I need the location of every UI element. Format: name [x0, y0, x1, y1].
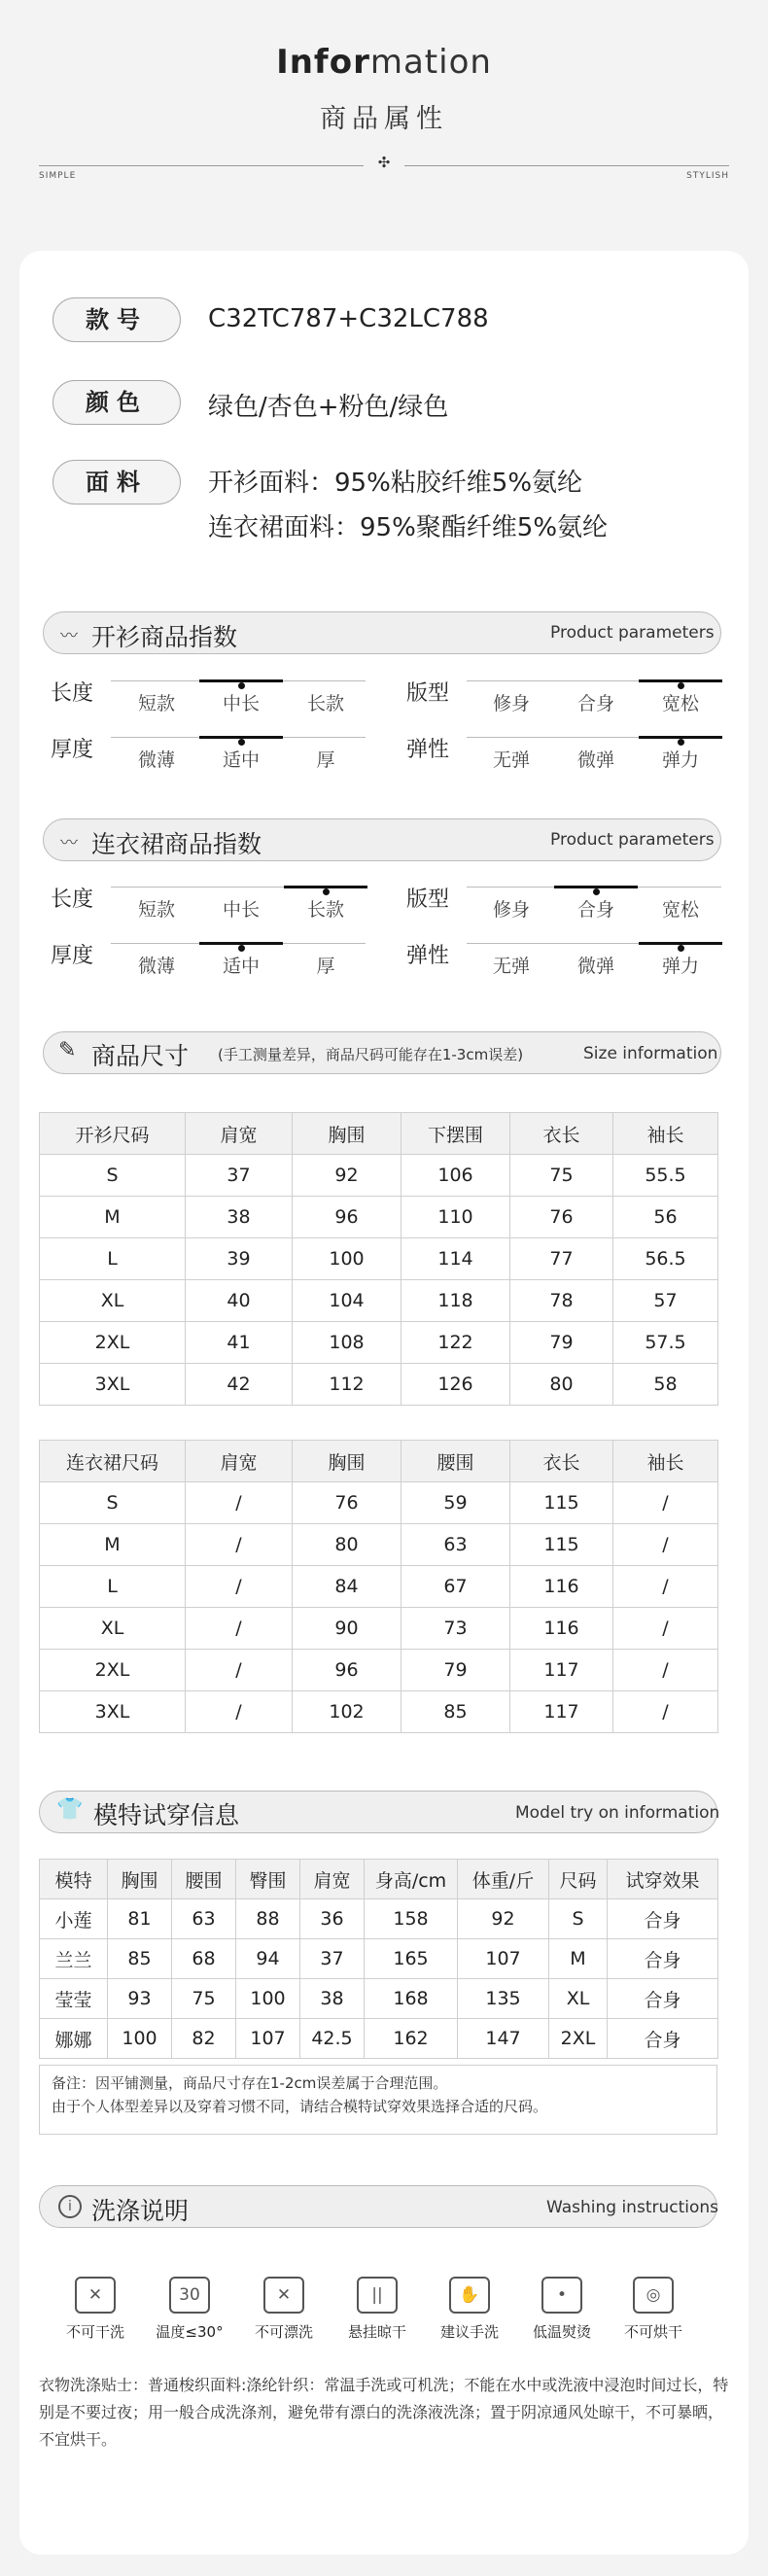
table-cell: 58	[613, 1364, 718, 1406]
care-tip: 衣物洗涤贴士：普通梭织面料:涤纶针织：常温手洗或可机洗；不能在水中或洗液中浸泡时间过长，特别是不要过夜；用一般合成洗涤剂，避免带有漂白的洗涤液洗涤；置于阴凉通风处晾干，不可暴晒，不宜烘干。	[39, 2376, 729, 2449]
no-tumble-dry-icon: ◎	[633, 2277, 674, 2314]
table-cell: 2XL	[549, 2019, 608, 2059]
table-cell: S	[40, 1482, 186, 1524]
index-selected-dot	[238, 945, 245, 952]
table-header-cell: 衣长	[510, 1113, 613, 1155]
index-selected-dot	[323, 888, 330, 895]
table-header-cell: 肩宽	[300, 1860, 365, 1899]
table-cell: 2XL	[40, 1322, 186, 1364]
table-cell: 42	[186, 1364, 293, 1406]
index-option: 中长	[222, 899, 260, 921]
table-header-cell: 尺码	[549, 1860, 608, 1899]
table-cell: 39	[186, 1238, 293, 1280]
table-cell: /	[613, 1524, 718, 1566]
table-cell: 100	[236, 1979, 300, 2019]
table-row	[40, 1650, 718, 1691]
size-table-dress	[39, 1440, 718, 1733]
index-selected-dot	[678, 945, 684, 952]
index-option: 无弹	[492, 749, 530, 771]
table-header-cell: 袖长	[613, 1441, 718, 1482]
table-cell: 兰兰	[40, 1939, 108, 1979]
table-cell: /	[186, 1608, 293, 1650]
table-row	[40, 1197, 718, 1238]
attr-value-fabric-cardigan: 开衫面料：95%粘胶纤维5%氨纶	[208, 469, 583, 498]
table-cell: 110	[401, 1197, 510, 1238]
index-option: 微弹	[576, 956, 614, 977]
table-cell: 合身	[608, 1979, 718, 2019]
table-cell: 81	[108, 1899, 172, 1939]
hand-wash-icon: ✋	[449, 2277, 490, 2314]
no-bleach-icon: ✕	[263, 2277, 304, 2314]
table-row	[40, 1691, 718, 1733]
table-cell: 107	[236, 2019, 300, 2059]
table-header-cell: 腰围	[401, 1441, 510, 1482]
table-cell: 75	[510, 1155, 613, 1197]
table-cell: 小莲	[40, 1899, 108, 1939]
section-title-cardigan-index: 开衫商品指数	[91, 623, 238, 651]
table-cell: 合身	[608, 1939, 718, 1979]
index-label: 长度	[51, 888, 94, 912]
table-row	[40, 1939, 718, 1979]
ruler-icon: ✎	[58, 1038, 77, 1062]
table-cell: 37	[300, 1939, 365, 1979]
table-cell: 122	[401, 1322, 510, 1364]
table-cell: 56.5	[613, 1238, 718, 1280]
shirt-icon: 👕	[56, 1797, 84, 1822]
table-cell: /	[613, 1482, 718, 1524]
index-selected-dot	[238, 682, 245, 689]
model-table	[39, 1859, 718, 2059]
model-notes	[39, 2065, 717, 2135]
index-option: 宽松	[661, 899, 699, 921]
table-cell: 76	[293, 1482, 401, 1524]
section-title-wash: 洗涤说明	[91, 2197, 190, 2225]
table-row	[40, 1608, 718, 1650]
trend-icon: 〰	[60, 626, 78, 646]
section-title-size: 商品尺寸	[91, 1042, 190, 1070]
table-cell: 79	[401, 1650, 510, 1691]
table-header-cell: 袖长	[613, 1113, 718, 1155]
index-selected-dot	[678, 682, 684, 689]
index-option: 微薄	[137, 956, 175, 977]
index-option: 弹力	[661, 749, 699, 771]
table-cell: 158	[365, 1899, 458, 1939]
table-header-cell: 肩宽	[186, 1113, 293, 1155]
size-table-cardigan	[39, 1112, 718, 1406]
table-row	[40, 1280, 718, 1322]
table-cell: 126	[401, 1364, 510, 1406]
index-option: 合身	[576, 899, 614, 921]
header-title-en: Information	[276, 43, 492, 82]
table-cell: 63	[172, 1899, 236, 1939]
table-header-cell: 臀围	[236, 1860, 300, 1899]
table-cell: /	[186, 1691, 293, 1733]
table-cell: 96	[293, 1197, 401, 1238]
table-cell: 116	[510, 1566, 613, 1608]
table-cell: M	[40, 1197, 186, 1238]
table-header-cell: 开衫尺码	[40, 1113, 186, 1155]
table-row	[40, 1238, 718, 1280]
table-header-cell: 连衣裙尺码	[40, 1441, 186, 1482]
table-cell: XL	[40, 1608, 186, 1650]
table-header-row	[40, 1441, 718, 1482]
table-cell: 168	[365, 1979, 458, 2019]
table-cell: 92	[458, 1899, 549, 1939]
table-cell: 102	[293, 1691, 401, 1733]
model-note-line-1: 备注：因平铺测量，商品尺寸存在1-2cm误差属于合理范围。	[52, 2074, 448, 2092]
low-iron-icon: •	[541, 2277, 582, 2314]
header-tag-stylish: STYLISH	[686, 171, 729, 181]
table-cell: 88	[236, 1899, 300, 1939]
table-cell: 90	[293, 1608, 401, 1650]
table-header-row	[40, 1113, 718, 1155]
table-cell: 107	[458, 1939, 549, 1979]
table-row	[40, 1482, 718, 1524]
index-option: 宽松	[661, 693, 699, 714]
table-header-cell: 肩宽	[186, 1441, 293, 1482]
header-tag-simple: SIMPLE	[39, 171, 77, 181]
table-row	[40, 1899, 718, 1939]
index-option: 弹力	[661, 956, 699, 977]
table-cell: 75	[172, 1979, 236, 2019]
index-label: 弹性	[406, 738, 450, 762]
table-cell: 67	[401, 1566, 510, 1608]
table-cell: 165	[365, 1939, 458, 1979]
table-cell: 77	[510, 1238, 613, 1280]
table-cell: 147	[458, 2019, 549, 2059]
table-cell: 37	[186, 1155, 293, 1197]
table-cell: /	[186, 1524, 293, 1566]
attr-value-color: 绿色/杏色+粉色/绿色	[208, 393, 449, 422]
table-cell: 117	[510, 1691, 613, 1733]
index-label: 厚度	[51, 738, 94, 762]
table-cell: 3XL	[40, 1364, 186, 1406]
table-cell: 79	[510, 1322, 613, 1364]
table-cell: 85	[108, 1939, 172, 1979]
index-label: 版型	[406, 681, 450, 706]
table-cell: 100	[293, 1238, 401, 1280]
table-header-cell: 胸围	[293, 1441, 401, 1482]
table-cell: 162	[365, 2019, 458, 2059]
table-cell: /	[613, 1650, 718, 1691]
index-option: 短款	[137, 899, 175, 921]
index-label: 弹性	[406, 944, 450, 968]
table-cell: 85	[401, 1691, 510, 1733]
table-cell: 84	[293, 1566, 401, 1608]
index-option: 修身	[492, 899, 530, 921]
table-cell: XL	[549, 1979, 608, 2019]
table-cell: 40	[186, 1280, 293, 1322]
table-cell: 115	[510, 1482, 613, 1524]
header-title-cn: 商品属性	[320, 104, 448, 134]
table-header-cell: 模特	[40, 1860, 108, 1899]
hang-dry-icon: ||	[357, 2277, 398, 2314]
table-header-cell: 胸围	[293, 1113, 401, 1155]
index-label: 厚度	[51, 944, 94, 968]
section-title-en-model: Model try on information	[515, 1803, 720, 1823]
table-row	[40, 1524, 718, 1566]
table-cell: 38	[186, 1197, 293, 1238]
index-option: 长款	[306, 899, 344, 921]
index-option: 微薄	[137, 749, 175, 771]
table-cell: 59	[401, 1482, 510, 1524]
index-selected-dot	[593, 888, 600, 895]
header-cross-icon: ✣	[377, 154, 391, 171]
table-cell: 114	[401, 1238, 510, 1280]
table-cell: 38	[300, 1979, 365, 2019]
table-cell: 57.5	[613, 1322, 718, 1364]
table-row	[40, 2019, 718, 2059]
wash-label: 悬挂晾干	[347, 2323, 406, 2341]
table-cell: 100	[108, 2019, 172, 2059]
table-cell: 96	[293, 1650, 401, 1691]
section-title-en-wash: Washing instructions	[546, 2198, 719, 2217]
table-header-cell: 体重/斤	[458, 1860, 549, 1899]
index-option: 修身	[492, 693, 530, 714]
table-cell: 117	[510, 1650, 613, 1691]
section-title-en-size: Size information	[583, 1044, 718, 1063]
table-cell: 104	[293, 1280, 401, 1322]
table-cell: L	[40, 1238, 186, 1280]
index-option: 合身	[576, 693, 614, 714]
table-cell: 56	[613, 1197, 718, 1238]
table-cell: S	[549, 1899, 608, 1939]
table-cell: 36	[300, 1899, 365, 1939]
table-cell: 42.5	[300, 2019, 365, 2059]
index-label: 长度	[51, 681, 94, 706]
table-row	[40, 1566, 718, 1608]
wash-30-icon: 30	[169, 2277, 210, 2314]
section-title-model: 模特试穿信息	[93, 1801, 240, 1829]
wash-label: 低温熨烫	[532, 2323, 591, 2341]
table-cell: 80	[293, 1524, 401, 1566]
table-cell: 116	[510, 1608, 613, 1650]
table-row	[40, 1322, 718, 1364]
table-cell: 82	[172, 2019, 236, 2059]
index-selected-dot	[678, 739, 684, 746]
index-option: 中长	[222, 693, 260, 714]
table-cell: /	[186, 1650, 293, 1691]
table-row	[40, 1979, 718, 2019]
table-cell: /	[186, 1482, 293, 1524]
attr-label-color: 颜色	[52, 380, 181, 425]
index-label: 版型	[406, 888, 450, 912]
wash-label: 温度≤30°	[156, 2323, 224, 2341]
table-cell: 118	[401, 1280, 510, 1322]
table-cell: L	[40, 1566, 186, 1608]
table-cell: 68	[172, 1939, 236, 1979]
table-cell: 2XL	[40, 1650, 186, 1691]
section-subtitle-size: (手工测量差异，商品尺码可能存在1-3cm误差)	[218, 1046, 524, 1063]
table-cell: 57	[613, 1280, 718, 1322]
wash-label: 建议手洗	[439, 2323, 499, 2341]
table-cell: 76	[510, 1197, 613, 1238]
index-selected-dot	[238, 739, 245, 746]
table-cell: 135	[458, 1979, 549, 2019]
table-row	[40, 1155, 718, 1197]
info-icon: i	[58, 2195, 82, 2218]
table-cell: /	[613, 1566, 718, 1608]
no-dry-clean-icon: ✕	[75, 2277, 116, 2314]
index-option: 短款	[137, 693, 175, 714]
wash-label: 不可干洗	[65, 2323, 124, 2341]
index-option: 适中	[222, 956, 260, 977]
table-cell: 112	[293, 1364, 401, 1406]
header-divider-left	[39, 165, 364, 166]
table-cell: XL	[40, 1280, 186, 1322]
attr-label-fabric: 面料	[52, 460, 181, 505]
table-header-cell: 衣长	[510, 1441, 613, 1482]
header-divider-right	[404, 165, 729, 166]
table-cell: 80	[510, 1364, 613, 1406]
index-option: 长款	[306, 693, 344, 714]
table-cell: 63	[401, 1524, 510, 1566]
table-header-cell: 胸围	[108, 1860, 172, 1899]
table-cell: 合身	[608, 2019, 718, 2059]
wash-label: 不可烘干	[623, 2323, 682, 2341]
table-cell: 合身	[608, 1899, 718, 1939]
model-note-line-2: 由于个人体型差异以及穿着习惯不同，请结合模特试穿效果选择合适的尺码。	[52, 2098, 548, 2115]
table-cell: /	[186, 1566, 293, 1608]
table-cell: M	[549, 1939, 608, 1979]
attr-value-style-no: C32TC787+C32LC788	[208, 304, 489, 333]
table-header-cell: 身高/cm	[365, 1860, 458, 1899]
table-header-cell: 试穿效果	[608, 1860, 718, 1899]
table-cell: 93	[108, 1979, 172, 2019]
index-option: 适中	[222, 749, 260, 771]
table-cell: 78	[510, 1280, 613, 1322]
attr-value-fabric-dress: 连衣裙面料：95%聚酯纤维5%氨纶	[208, 513, 609, 542]
section-title-dress-index: 连衣裙商品指数	[91, 830, 262, 858]
table-cell: 92	[293, 1155, 401, 1197]
section-title-en-cardigan-index: Product parameters	[550, 623, 715, 643]
table-cell: 55.5	[613, 1155, 718, 1197]
table-cell: 108	[293, 1322, 401, 1364]
attr-label-style-no: 款号	[52, 297, 181, 342]
index-option: 微弹	[576, 749, 614, 771]
table-cell: M	[40, 1524, 186, 1566]
table-cell: 3XL	[40, 1691, 186, 1733]
table-cell: S	[40, 1155, 186, 1197]
table-cell: 41	[186, 1322, 293, 1364]
index-option: 厚	[316, 956, 335, 977]
table-header-cell: 下摆围	[401, 1113, 510, 1155]
table-cell: 115	[510, 1524, 613, 1566]
table-header-cell: 腰围	[172, 1860, 236, 1899]
trend-icon: 〰	[60, 833, 78, 853]
wash-label: 不可漂洗	[254, 2323, 313, 2341]
table-cell: 莹莹	[40, 1979, 108, 2019]
section-title-en-dress-index: Product parameters	[550, 830, 715, 850]
table-cell: 94	[236, 1939, 300, 1979]
table-header-row	[40, 1860, 718, 1899]
table-cell: /	[613, 1691, 718, 1733]
table-cell: 娜娜	[40, 2019, 108, 2059]
table-cell: 106	[401, 1155, 510, 1197]
table-row	[40, 1364, 718, 1406]
index-option: 厚	[316, 749, 335, 771]
index-option: 无弹	[492, 956, 530, 977]
table-cell: 73	[401, 1608, 510, 1650]
table-cell: /	[613, 1608, 718, 1650]
